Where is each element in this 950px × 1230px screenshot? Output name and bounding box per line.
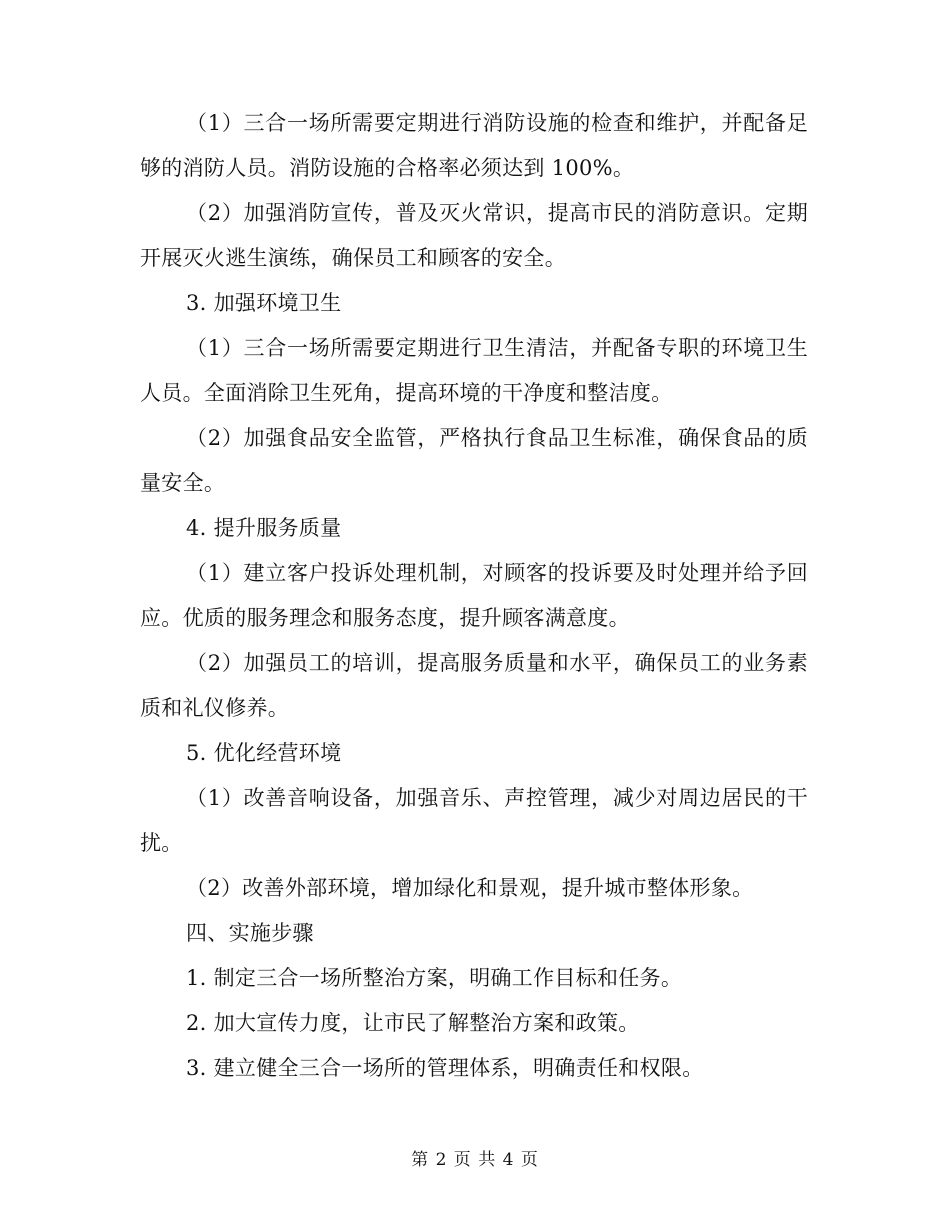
heading-service-quality: 4. 提升服务质量: [186, 516, 342, 540]
paragraph-fire-inspection: （1）三合一场所需要定期进行消防设施的检查和维护，并配备足够的消防人员。消防设施的合格率必须达到 100%。: [140, 111, 808, 180]
paragraph-fire-publicity: （2）加强消防宣传，普及灭火常识，提高市民的消防意识。定期开展灭火逃生演练，确保员工和顾客的安全。: [140, 201, 808, 270]
paragraph-staff-training: （2）加强员工的培训，提高服务质量和水平，确保员工的业务素质和礼仪修养。: [140, 651, 808, 720]
step-3: 3. 建立健全三合一场所的管理体系，明确责任和权限。: [186, 1056, 704, 1080]
step-1: 1. 制定三合一场所整治方案，明确工作目标和任务。: [186, 966, 683, 990]
paragraph-food-safety: （2）加强食品安全监管，严格执行食品卫生标准，确保食品的质量安全。: [140, 426, 808, 495]
paragraph-external-environment: （2）改善外部环境，增加绿化和景观，提升城市整体形象。: [186, 876, 754, 900]
paragraph-complaint-mechanism: （1）建立客户投诉处理机制，对顾客的投诉要及时处理并给予回应。优质的服务理念和服务态度，提升顾客满意度。: [140, 561, 808, 630]
paragraph-sound-equipment: （1）改善音响设备，加强音乐、声控管理，减少对周边居民的干扰。: [140, 786, 808, 855]
step-2: 2. 加大宣传力度，让市民了解整治方案和政策。: [186, 1011, 640, 1035]
heading-business-environment: 5. 优化经营环境: [186, 741, 342, 765]
paragraph-cleaning: （1）三合一场所需要定期进行卫生清洁，并配备专职的环境卫生人员。全面消除卫生死角，提高环境的干净度和整洁度。: [140, 336, 808, 405]
heading-environment-hygiene: 3. 加强环境卫生: [186, 291, 342, 315]
document-body: [140, 101, 808, 1091]
heading-implementation-steps: 四、实施步骤: [186, 921, 314, 945]
page-number-footer: 第 2 页 共 4 页: [411, 1150, 539, 1170]
